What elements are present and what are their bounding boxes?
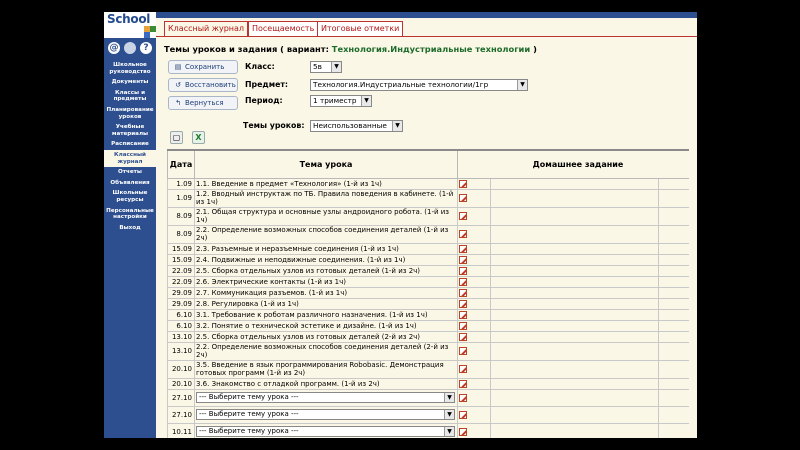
row-homework-edit[interactable] xyxy=(458,378,491,389)
table-row-select xyxy=(168,423,698,438)
row-date: 27.10 xyxy=(168,406,195,423)
home-icon[interactable] xyxy=(124,42,136,54)
row-homework-text[interactable] xyxy=(491,207,659,225)
chevron-down-icon: ▼ xyxy=(444,427,454,436)
row-topic-select-cell xyxy=(195,423,458,438)
edit-icon[interactable] xyxy=(459,180,467,188)
row-topic-select-cell xyxy=(195,389,458,406)
tab-final-marks[interactable]: Итоговые отметки xyxy=(317,21,403,36)
topics-select[interactable] xyxy=(310,120,403,132)
row-homework-edit[interactable] xyxy=(458,265,491,276)
table-row xyxy=(168,298,698,309)
topic-select-placeholder: --- Выберите тему урока --- xyxy=(199,427,299,435)
table-row xyxy=(168,378,698,389)
row-topic-select-cell xyxy=(195,406,458,423)
restore-button[interactable] xyxy=(168,78,238,92)
table-row-select xyxy=(168,389,698,406)
sidebar-item[interactable]: Школьное руководство xyxy=(109,62,151,75)
table-header-row xyxy=(168,150,698,178)
row-date: 8.09 xyxy=(168,207,195,225)
row-homework-edit[interactable] xyxy=(458,331,491,342)
topics-select-value: Неиспользованные xyxy=(313,121,387,130)
chevron-down-icon: ▼ xyxy=(331,62,341,72)
sidebar-nav xyxy=(104,60,156,233)
row-date: 13.10 xyxy=(168,342,195,360)
row-homework-text[interactable] xyxy=(491,225,659,243)
row-date: 15.09 xyxy=(168,243,195,254)
edit-icon[interactable] xyxy=(459,278,467,286)
row-date: 8.09 xyxy=(168,225,195,243)
row-homework-edit[interactable] xyxy=(458,360,491,378)
header-topic: Тема урока xyxy=(195,150,458,178)
topic-select[interactable] xyxy=(196,426,455,437)
edit-icon[interactable] xyxy=(459,394,467,402)
table-row xyxy=(168,243,698,254)
school-logo xyxy=(104,12,156,38)
row-topic: 2.2. Определение возможных способов соединения деталей (1-й из 2ч) xyxy=(195,225,458,243)
topics-label: Темы уроков: xyxy=(243,121,305,130)
header-homework: Домашнее задание xyxy=(458,150,698,178)
row-date: 22.09 xyxy=(168,276,195,287)
topics-table xyxy=(167,149,697,438)
row-date: 6.10 xyxy=(168,320,195,331)
row-homework-edit[interactable] xyxy=(458,320,491,331)
table-row xyxy=(168,287,698,298)
edit-icon[interactable] xyxy=(459,428,467,436)
table-row xyxy=(168,276,698,287)
table-body xyxy=(168,178,698,438)
row-date: 20.10 xyxy=(168,378,195,389)
table-row xyxy=(168,309,698,320)
sidebar-item[interactable]: Классный журнал xyxy=(104,150,156,167)
back-button[interactable] xyxy=(168,96,238,110)
row-date: 27.10 xyxy=(168,389,195,406)
edit-icon[interactable] xyxy=(459,256,467,264)
row-date: 22.09 xyxy=(168,265,195,276)
row-topic: 3.5. Введение в язык программирования Robobasic. Демонстрация готовых программ (1-й из 2ч) xyxy=(195,360,458,378)
edit-icon[interactable] xyxy=(459,347,467,355)
row-topic: 1.2. Вводный инструктаж по ТБ. Правила поведения в кабинете. (1-й из 1ч) xyxy=(195,189,458,207)
table-row xyxy=(168,265,698,276)
row-homework-edit[interactable] xyxy=(458,225,491,243)
row-date: 13.10 xyxy=(168,331,195,342)
back-icon: ↰ xyxy=(175,99,181,107)
table-row xyxy=(168,189,698,207)
row-homework-edit[interactable] xyxy=(458,178,491,189)
row-homework-text[interactable] xyxy=(491,423,659,438)
excel-icon[interactable]: X xyxy=(192,131,205,144)
row-homework-text[interactable] xyxy=(491,331,659,342)
save-icon: ▤ xyxy=(174,63,182,71)
table-row-select xyxy=(168,406,698,423)
table-row xyxy=(168,360,698,378)
table-row xyxy=(168,225,698,243)
header-date: Дата xyxy=(168,150,195,178)
top-stripe xyxy=(156,12,697,18)
row-homework-edit[interactable] xyxy=(458,298,491,309)
row-homework-text[interactable] xyxy=(491,406,659,423)
row-topic: 2.2. Определение возможных способов соединения деталей (2-й из 2ч) xyxy=(195,342,458,360)
page-title-suffix: ) xyxy=(533,44,537,54)
edit-icon[interactable] xyxy=(459,289,467,297)
row-topic: 3.2. Понятие о технической эстетике и дизайне. (1-й из 1ч) xyxy=(195,320,458,331)
edit-icon[interactable] xyxy=(459,300,467,308)
tab-class-journal[interactable]: Классный журнал xyxy=(164,21,248,36)
mail-icon[interactable]: @ xyxy=(109,43,119,53)
row-date: 15.09 xyxy=(168,254,195,265)
sidebar-item[interactable]: Отчеты xyxy=(118,169,142,176)
row-homework-edit[interactable] xyxy=(458,342,491,360)
subject-select[interactable] xyxy=(310,79,528,91)
topic-select[interactable] xyxy=(196,392,455,403)
row-homework-edit[interactable] xyxy=(458,276,491,287)
row-date: 1.09 xyxy=(168,189,195,207)
edit-icon[interactable] xyxy=(459,212,467,220)
row-homework-text[interactable] xyxy=(491,276,659,287)
table-row xyxy=(168,331,698,342)
edit-icon[interactable] xyxy=(459,333,467,341)
restore-icon: ↺ xyxy=(175,81,181,89)
save-button[interactable] xyxy=(168,60,238,74)
row-homework-edit[interactable] xyxy=(458,423,491,438)
edit-icon[interactable] xyxy=(459,311,467,319)
table-row xyxy=(168,320,698,331)
page-title xyxy=(164,44,537,54)
row-date: 1.09 xyxy=(168,178,195,189)
page-title-prefix: Темы уроков и задания ( вариант: xyxy=(164,44,329,54)
topic-select[interactable] xyxy=(196,409,455,420)
row-homework-edit[interactable] xyxy=(458,309,491,320)
row-homework-text[interactable] xyxy=(491,378,659,389)
topic-select-placeholder: --- Выберите тему урока --- xyxy=(199,393,299,401)
row-homework-text[interactable] xyxy=(491,320,659,331)
edit-icon[interactable] xyxy=(459,230,467,238)
table-row xyxy=(168,178,698,189)
row-homework-edit[interactable] xyxy=(458,189,491,207)
logo-square-blue xyxy=(144,32,150,38)
sidebar-item[interactable]: Школьные ресурсы xyxy=(112,190,148,203)
grid-scroll-gutter xyxy=(689,149,697,438)
restore-button-label: Восстановить xyxy=(185,81,236,89)
topic-select-placeholder: --- Выберите тему урока --- xyxy=(199,410,299,418)
row-topic: 2.6. Электрические контакты (1-й из 1ч) xyxy=(195,276,458,287)
row-homework-text[interactable] xyxy=(491,389,659,406)
sidebar xyxy=(104,12,156,438)
row-homework-text[interactable] xyxy=(491,265,659,276)
edit-icon[interactable] xyxy=(459,322,467,330)
row-homework-edit[interactable] xyxy=(458,389,491,406)
row-topic: 2.5. Сборка отдельных узлов из готовых деталей (2-й из 2ч) xyxy=(195,331,458,342)
chevron-down-icon: ▼ xyxy=(444,393,454,402)
save-button-label: Сохранить xyxy=(185,63,225,71)
row-homework-edit[interactable] xyxy=(458,243,491,254)
row-homework-edit[interactable] xyxy=(458,207,491,225)
edit-icon[interactable] xyxy=(459,411,467,419)
class-label: Класс: xyxy=(245,62,275,71)
row-topic: 1.1. Введение в предмет «Технология» (1-й из 1ч) xyxy=(195,178,458,189)
row-homework-text[interactable] xyxy=(491,298,659,309)
tab-underline xyxy=(156,36,697,37)
row-date: 29.09 xyxy=(168,298,195,309)
row-homework-text[interactable] xyxy=(491,178,659,189)
chevron-down-icon: ▼ xyxy=(392,121,402,131)
row-homework-text[interactable] xyxy=(491,243,659,254)
period-select-value: 1 триместр xyxy=(313,96,357,105)
sidebar-item[interactable]: Выход xyxy=(119,224,141,231)
row-topic: 3.6. Знакомство с отладкой программ. (1-й из 2ч) xyxy=(195,378,458,389)
subject-select-value: Технология.Индустриальные технологии/1гр xyxy=(313,80,489,89)
sidebar-item[interactable]: Планирование уроков xyxy=(106,106,154,120)
class-select-value: 5в xyxy=(313,62,322,71)
row-topic: 2.5. Сборка отдельных узлов из готовых деталей (1-й из 2ч) xyxy=(195,265,458,276)
sidebar-item[interactable]: Классы и предметы xyxy=(113,89,147,103)
row-homework-text[interactable] xyxy=(491,287,659,298)
row-homework-edit[interactable] xyxy=(458,287,491,298)
row-homework-edit[interactable] xyxy=(458,406,491,423)
back-button-label: Вернуться xyxy=(185,99,224,107)
chevron-down-icon: ▼ xyxy=(361,96,371,106)
period-select[interactable] xyxy=(310,95,372,107)
row-homework-text[interactable] xyxy=(491,189,659,207)
table-row xyxy=(168,207,698,225)
edit-icon[interactable] xyxy=(459,245,467,253)
chevron-down-icon: ▼ xyxy=(517,80,527,90)
period-label: Период: xyxy=(245,96,283,105)
chevron-down-icon: ▼ xyxy=(444,410,454,419)
row-date: 6.10 xyxy=(168,309,195,320)
row-topic: 2.7. Коммуникация разъемов. (1-й из 1ч) xyxy=(195,287,458,298)
tab-attendance[interactable]: Посещаемость xyxy=(248,21,318,36)
row-date: 20.10 xyxy=(168,360,195,378)
table-row xyxy=(168,254,698,265)
help-icon[interactable]: ? xyxy=(140,42,152,54)
sidebar-icons xyxy=(106,42,154,56)
row-topic: 3.1. Требование к роботам различного назначения. (1-й из 1ч) xyxy=(195,309,458,320)
page-title-variant: Технология.Индустриальные технологии xyxy=(331,44,531,54)
row-homework-text[interactable] xyxy=(491,254,659,265)
row-topic: 2.3. Разъемные и неразъемные соединения (1-й из 1ч) xyxy=(195,243,458,254)
row-homework-text[interactable] xyxy=(491,360,659,378)
logo-text: School xyxy=(107,12,151,26)
sidebar-item[interactable]: Документы xyxy=(111,79,149,86)
subject-label: Предмет: xyxy=(245,80,288,89)
edit-icon[interactable] xyxy=(459,194,467,202)
row-homework-text[interactable] xyxy=(491,309,659,320)
sidebar-item[interactable]: Расписание xyxy=(111,141,149,148)
row-topic: 2.8. Регулировка (1-й из 1ч) xyxy=(195,298,458,309)
edit-icon[interactable] xyxy=(459,267,467,275)
row-homework-edit[interactable] xyxy=(458,254,491,265)
app-window xyxy=(104,12,697,438)
row-date: 10.11 xyxy=(168,423,195,438)
sidebar-item[interactable]: Объявления xyxy=(110,179,150,186)
print-icon[interactable]: ▢ xyxy=(170,131,183,144)
topics-grid xyxy=(167,149,697,438)
row-topic: 2.1. Общая структура и основные узлы андроидного робота. (1-й из 1ч) xyxy=(195,207,458,225)
row-date: 29.09 xyxy=(168,287,195,298)
edit-icon[interactable] xyxy=(459,380,467,388)
edit-icon[interactable] xyxy=(459,365,467,373)
row-topic: 2.4. Подвижные и неподвижные соединения. (1-й из 1ч) xyxy=(195,254,458,265)
table-row xyxy=(168,342,698,360)
sidebar-item[interactable]: Персональные настройки xyxy=(106,207,154,221)
row-homework-text[interactable] xyxy=(491,342,659,360)
class-select[interactable] xyxy=(310,61,342,73)
sidebar-item[interactable]: Учебные материалы xyxy=(111,124,149,137)
